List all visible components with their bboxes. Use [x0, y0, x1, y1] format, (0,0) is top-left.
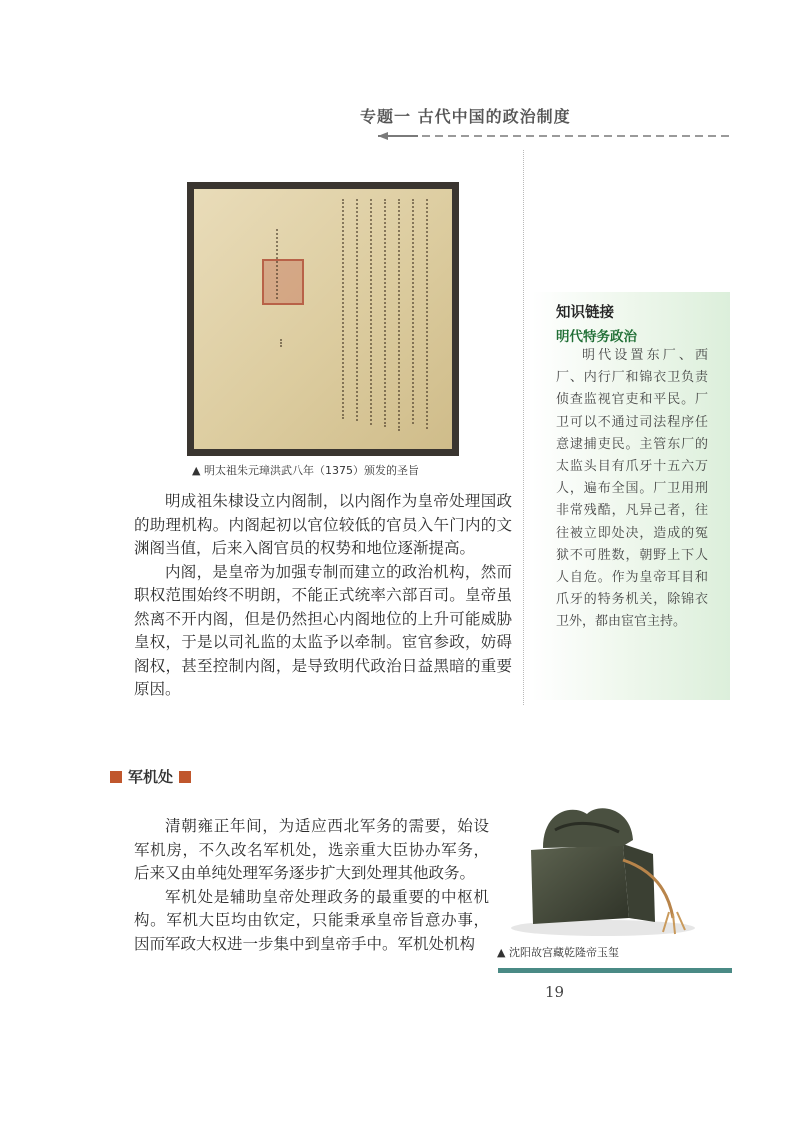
- section2-body-text: [134, 815, 489, 956]
- paragraph: 明成祖朱棣设立内阁制，以内阁作为皇帝处理国政的助理机构。内阁起初以官位较低的官员入午门内的文渊阁当值，后来入阁官员的权势和地位逐渐提高。: [134, 492, 512, 557]
- caption-triangle-icon: ▲: [497, 946, 506, 959]
- section-heading: [110, 766, 191, 787]
- chapter-header-title: 专题一 古代中国的政治制度: [360, 107, 571, 126]
- jade-seal-image: [503, 800, 703, 940]
- paragraph: 军机处是辅助皇帝处理政务的最重要的中枢机构。军机大臣均由钦定，只能秉承皇帝旨意办事，因而军政大权进一步集中到皇帝手中。军机处机构: [134, 887, 489, 953]
- paragraph: 内阁，是皇帝为加强专制而建立的政治机构，然而职权范围始终不明朗，不能正式统率六部百司。皇帝虽然离不开内阁，但是仍然担心内阁地位的上升可能威胁皇权，于是以司礼监的太监予以牵制。宦官参政，妨碍阁权，甚至控制内阁，是导致明代政治日益黑暗的重要原因。: [134, 562, 512, 698]
- page-number: 19: [545, 983, 565, 1001]
- edict-caption-text: 明太祖朱元璋洪武八年（1375）颁发的圣旨: [203, 464, 419, 477]
- sidebar-subtitle: 明代特务政治: [556, 329, 637, 345]
- edict-image: [187, 182, 459, 456]
- sidebar-text: 明代设置东厂、西厂、内行厂和锦衣卫负责侦查监视官吏和平民。厂卫可以不通过司法程序任意逮捕吏民。主管东厂的太监头目有爪牙十五六万人，遍布全国。厂卫用刑非常残酷，凡异己者，往往被立即处决，造成的冤狱不可胜数，朝野上下人人自危。作为皇帝耳目和爪牙的特务机关，除锦衣卫外，都由宦官主持。: [556, 348, 708, 630]
- main-body-text: [134, 490, 512, 702]
- paragraph: 清朝雍正年间，为适应西北军务的需要，始设军机房，不久改名军机处，选亲重大臣协办军务，后来又由单纯处理军务逐步扩大到处理其他政务。: [134, 817, 489, 882]
- square-bullet-icon: [110, 771, 122, 783]
- header-decoration-arrow: [378, 131, 734, 141]
- seal-caption: [497, 944, 619, 960]
- caption-triangle-icon: ▲: [192, 464, 201, 477]
- column-divider: [523, 150, 524, 705]
- edict-caption: [192, 462, 419, 478]
- square-bullet-icon: [179, 771, 191, 783]
- seal-caption-text: 沈阳故宫藏乾隆帝玉玺: [508, 946, 619, 959]
- footer-rule: [498, 968, 732, 973]
- section-heading-text: 军机处: [128, 768, 174, 786]
- sidebar-title: 知识链接: [556, 305, 614, 321]
